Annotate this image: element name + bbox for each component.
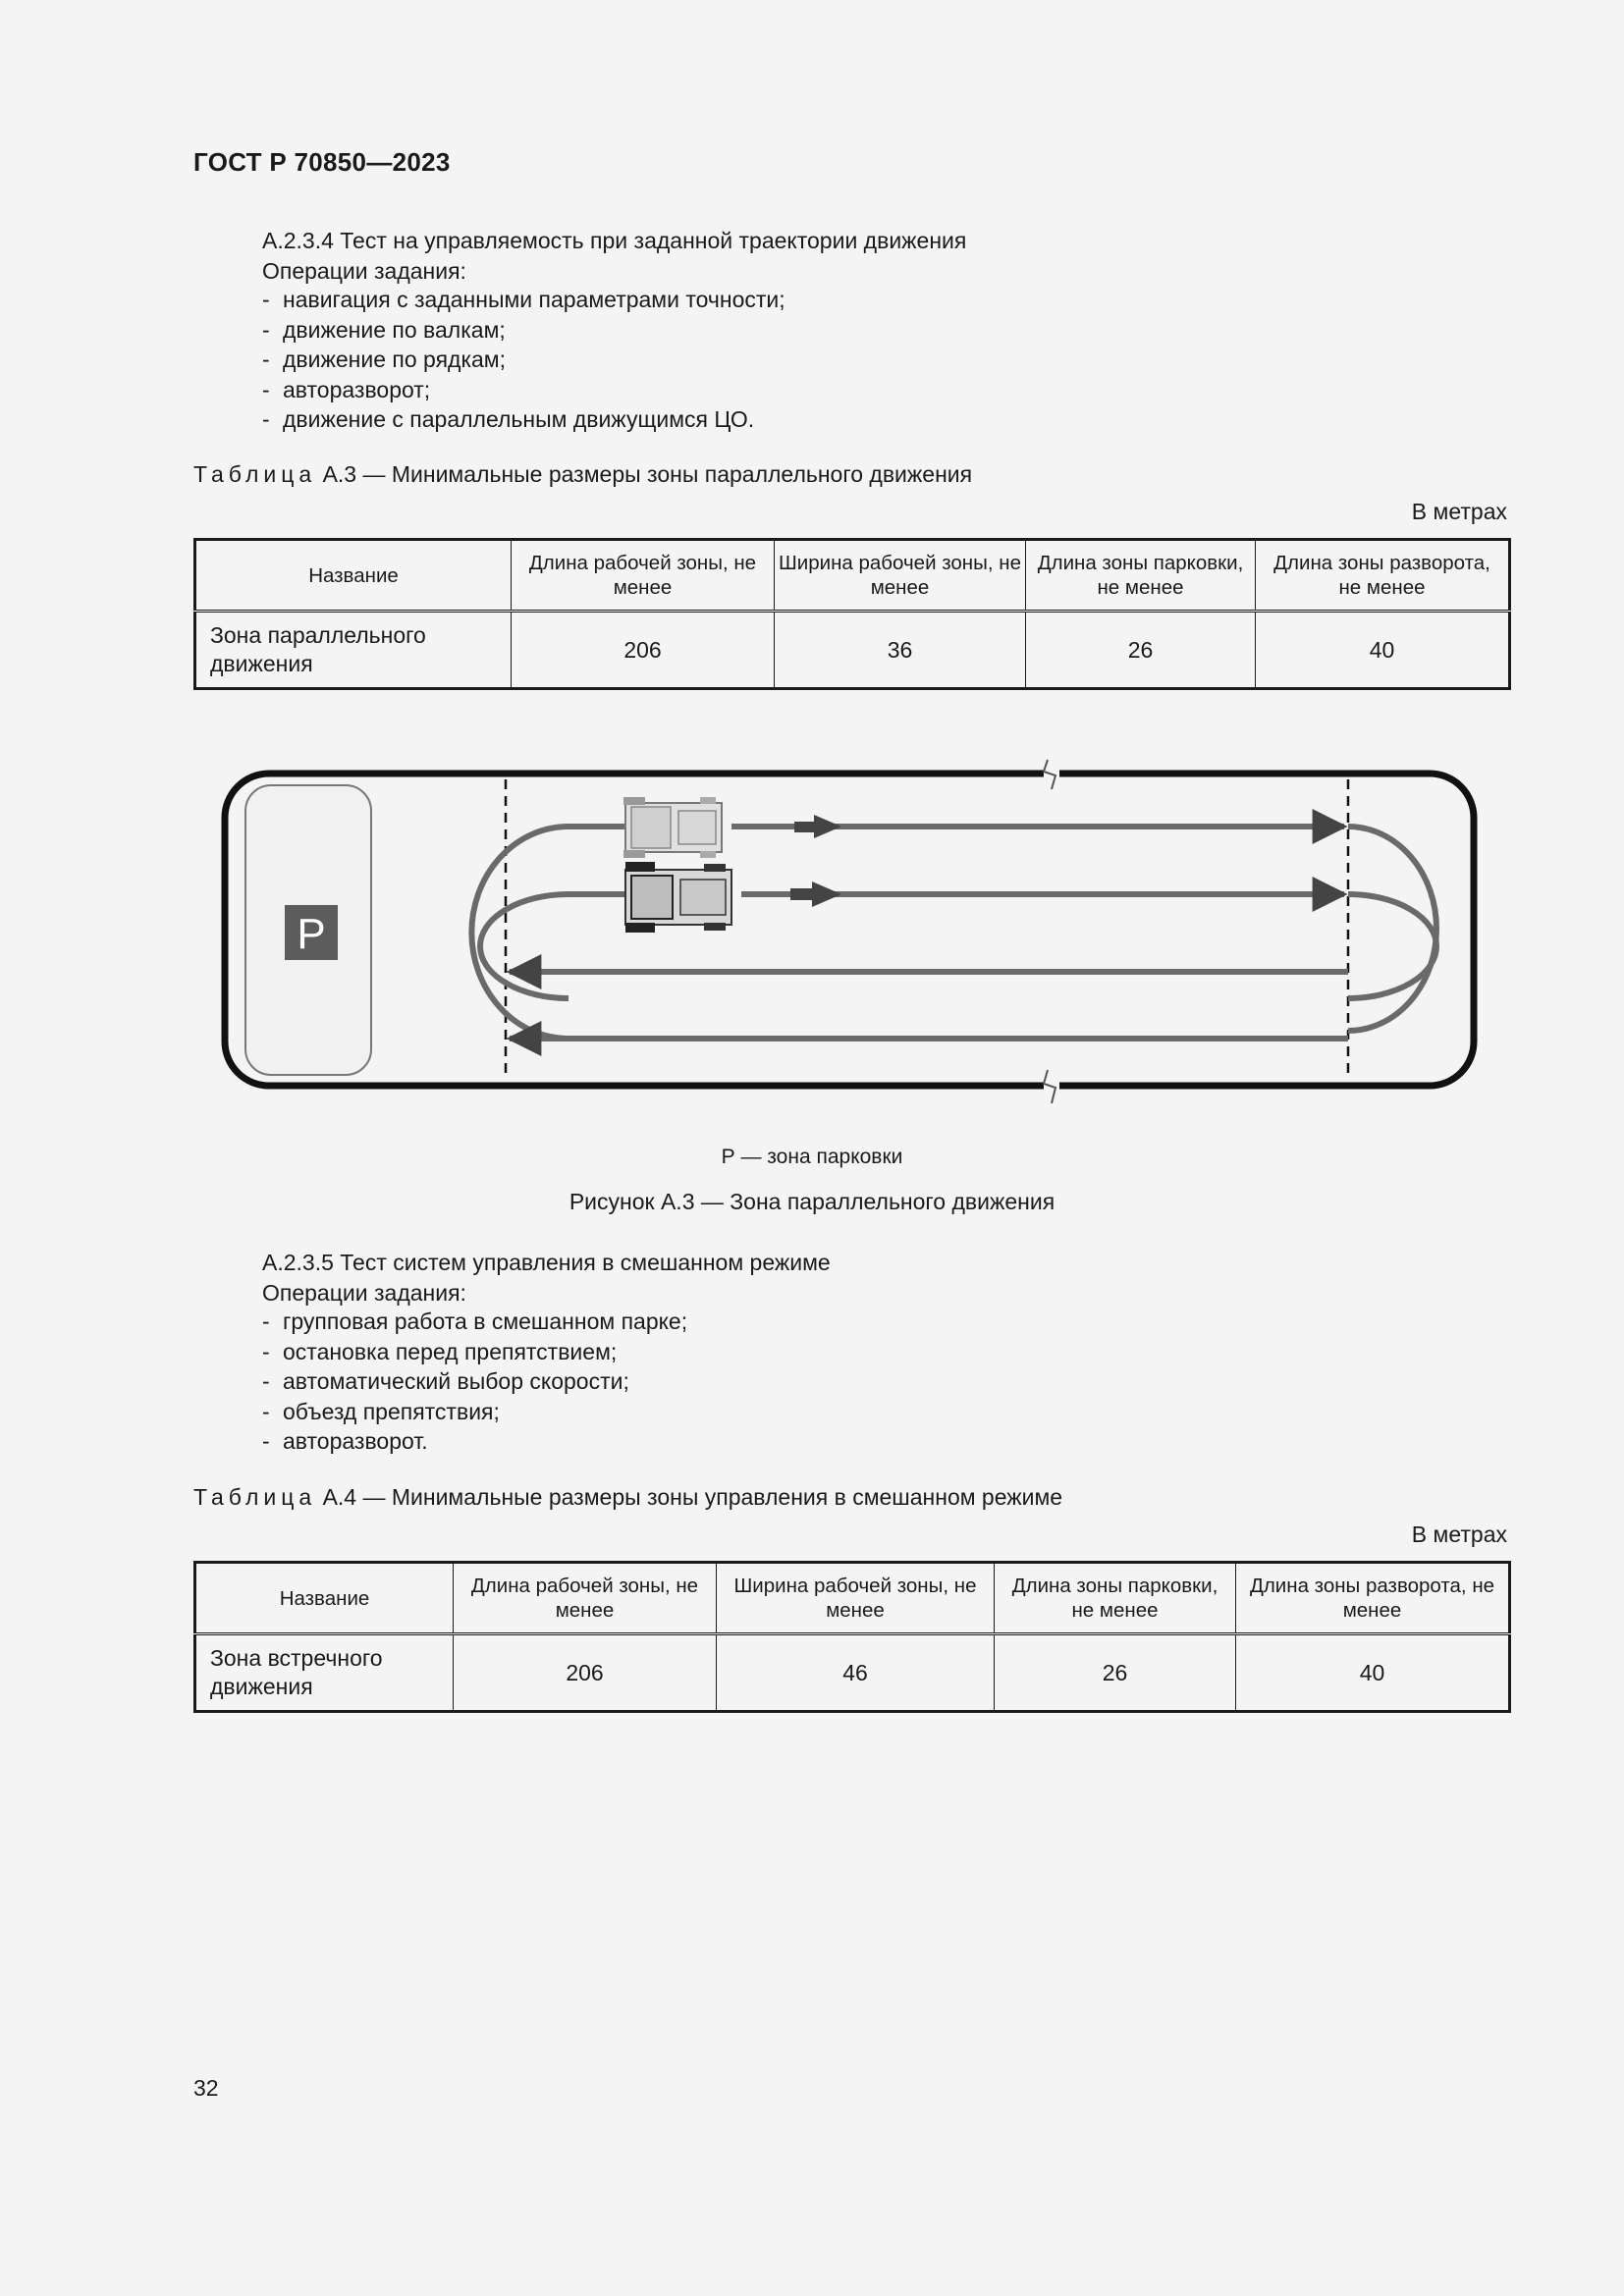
list-item: - объезд препятствия; <box>262 1397 687 1427</box>
break-mark-icon <box>1044 756 1059 791</box>
column-header: Длина рабочей зоны, не менее <box>454 1563 717 1634</box>
table-caption-word: Таблица <box>193 1484 317 1510</box>
units-label: В метрах <box>1411 1522 1507 1547</box>
table-a3 <box>193 538 1511 690</box>
figure-caption: Рисунок А.3 — Зона параллельного движения <box>568 1189 1056 1214</box>
page-number: 32 <box>193 2075 219 2101</box>
units-label: В метрах <box>1411 499 1507 524</box>
column-header: Название <box>195 1563 454 1634</box>
u-turn-left-outer <box>471 827 625 1039</box>
table-caption-a3 <box>193 461 972 488</box>
list-item: - движение с параллельным движущимся ЦО. <box>262 404 785 435</box>
tractor-icon <box>623 797 722 858</box>
list-item: - авторазворот; <box>262 375 785 405</box>
table-cell: Зона встречного движения <box>195 1634 454 1712</box>
table-cell: 206 <box>454 1634 717 1712</box>
table-cell: 40 <box>1236 1634 1510 1712</box>
table-cell: Зона параллельного движения <box>195 612 512 689</box>
document-header: ГОСТ Р 70850—2023 <box>193 147 451 177</box>
operations-list <box>262 1307 687 1457</box>
arrow-icon <box>794 815 841 838</box>
table-header-row <box>195 540 1510 612</box>
tractor-icon <box>625 862 731 933</box>
table-caption-a4 <box>193 1484 1062 1511</box>
parking-sign-icon <box>285 905 338 960</box>
operations-label: Операции задания: <box>262 258 466 284</box>
list-item: - автоматический выбор скорости; <box>262 1366 687 1397</box>
table-cell: 36 <box>775 612 1026 689</box>
column-header: Длина зоны парковки, не менее <box>995 1563 1236 1634</box>
list-item: - остановка перед препятствием; <box>262 1337 687 1367</box>
column-header: Ширина рабочей зоны, не менее <box>775 540 1026 612</box>
arrow-icon <box>790 881 841 907</box>
list-item: - навигация с заданными параметрами точности; <box>262 285 785 315</box>
break-mark-icon <box>1044 1068 1059 1107</box>
operations-label: Операции задания: <box>262 1280 466 1306</box>
column-header: Ширина рабочей зоны, не менее <box>717 1563 995 1634</box>
section-title-a235: А.2.3.5 Тест систем управления в смешанном режиме <box>262 1250 831 1275</box>
table-row <box>195 612 1510 689</box>
figure-legend: Р — зона парковки <box>721 1146 903 1168</box>
table-header-row <box>195 1563 1510 1634</box>
table-caption-text: А.4 — Минимальные размеры зоны управления в смешанном режиме <box>322 1484 1063 1510</box>
list-item: - движение по рядкам; <box>262 345 785 375</box>
list-item: - движение по валкам; <box>262 315 785 346</box>
table-caption-text: А.3 — Минимальные размеры зоны параллельного движения <box>322 461 973 487</box>
column-header: Название <box>195 540 512 612</box>
table-cell: 26 <box>1026 612 1256 689</box>
table-a4 <box>193 1561 1511 1713</box>
u-turn-left-inner <box>480 894 625 998</box>
operations-list <box>262 285 785 435</box>
section-title-a234: А.2.3.4 Тест на управляемость при заданной траектории движения <box>262 228 967 253</box>
table-row <box>195 1634 1510 1712</box>
trajectory <box>471 827 1436 1039</box>
table-cell: 206 <box>512 612 775 689</box>
list-item: - групповая работа в смешанном парке; <box>262 1307 687 1337</box>
parking-symbol: P <box>297 910 326 958</box>
table-cell: 26 <box>995 1634 1236 1712</box>
table-cell: 40 <box>1256 612 1510 689</box>
parallel-zone-diagram <box>193 746 1508 1119</box>
table-cell: 46 <box>717 1634 995 1712</box>
column-header: Длина рабочей зоны, не менее <box>512 540 775 612</box>
table-caption-word: Таблица <box>193 461 317 487</box>
column-header: Длина зоны парковки, не менее <box>1026 540 1256 612</box>
list-item: - авторазворот. <box>262 1426 687 1457</box>
column-header: Длина зоны разворота, не менее <box>1236 1563 1510 1634</box>
column-header: Длина зоны разворота, не менее <box>1256 540 1510 612</box>
